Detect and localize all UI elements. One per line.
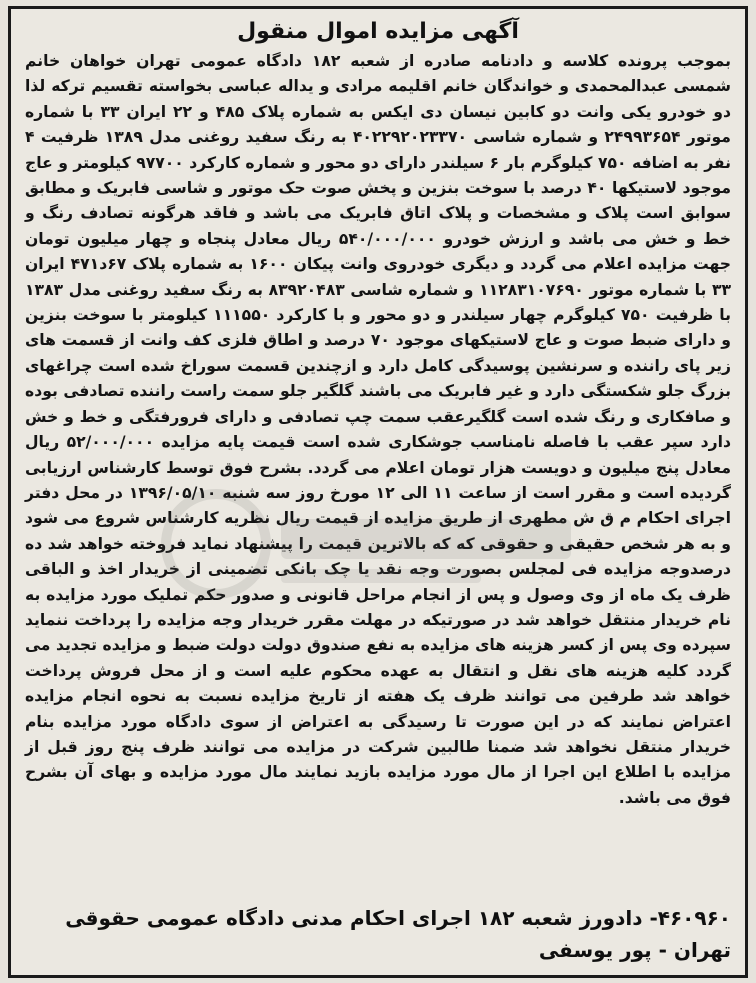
notice-border-frame — [8, 6, 748, 978]
notice-signature — [25, 902, 731, 966]
signature-line-name: تهران - پور یوسفی — [538, 938, 731, 962]
notice-body: بموجب پرونده کلاسه و دادنامه صادره از شعبه ۱۸۲ دادگاه عمومی تهران خواهان خانم شمسی عبدالمحمدی و خواندگان خانم اقلیمه مرادی و یداله عباسی بخواسته تقسیم ترکه لذا دو خودرو یکی وانت دو کابین نیسان دی ایکس به شماره پلاک ۴۸۵ و ۲۲ ایران ۳۳ با شماره موتور ۲۴۹۹۳۶۵۴ و شماره شاسی ۴۰۲۲۹۲۰۲۳۳۷۰ به رنگ سفید روغنی مدل ۱۳۸۹ ظرفیت ۴ نفر به اضافه ۷۵۰ کیلوگرم بار ۶ سیلندر دارای دو محور و شماره کارکرد ۹۷۷۰۰ کیلومتر و عاج موجود لاستیکها ۴۰ درصد با سوخت بنزین و پخش صوت حک موتور و شاسی فابریک و مطابق سوابق است پلاک و مشخصات و پلاک اتاق فابریک می باشد و فاقد هرگونه تصادف رنگ و خط و خش می باشد و ارزش خودرو ۵۴۰/۰۰۰/۰۰۰ ریال معادل پنجاه و چهار میلیون تومان جهت مزایده اعلام می گردد و دیگری خودروی وانت پیکان ۱۶۰۰ به شماره پلاک ۶۷د۴۷۱ ایران ۳۳ با شماره موتور ۱۱۲۸۳۱۰۷۶۹۰ و شماره شاسی ۸۳۹۲۰۴۸۳ به رنگ سفید روغنی مدل ۱۳۸۳ با ظرفیت ۷۵۰ کیلوگرم چهار سیلندر و دو محور و با کارکرد ۱۱۱۵۵۰ کیلومتر با سوخت بنزین و دارای ضبط صوت و عاج لاستیکهای موجود ۷۰ درصد و اطاق فلزی کف وانت از قسمت های زیر پای راننده و سرنشین پوسیدگی کامل دارد و ازچندین قسمت سوراخ شده است چراغهای بزرگ جلو شکستگی دارد و غیر فابریک می باشند گلگیر جلو سمت راست راننده تصادفی بوده و صافکاری و رنگ شده است گلگیرعقب سمت چپ تصادفی و دارای فرورفتگی و خط و خش دارد سپر عقب با فاصله نامناسب جوشکاری شده است قیمت پایه مزایده ۵۲/۰۰۰/۰۰۰ ریال معادل پنج میلیون و دویست هزار تومان اعلام می گردد. بشرح فوق توسط کارشناس ارزیابی گردیده است و مقرر است از ساعت ۱۱ الی ۱۲ مورخ روز سه شنبه ۱۳۹۶/۰۵/۱۰ در محل دفتر اجرای احکام م ق ش مطهری از طریق مزایده از قیمت ریال نظریه کارشناس شروع می شود و به هر شخص حقیقی و حقوقی که که بالاترین قیمت را پیشنهاد نماید فروخته خواهد شد ده درصدوجه مزایده فی لمجلس بصورت وجه نقد یا چک بانکی تضمینی از خریدار اخذ و الباقی ظرف یک ماه از وی وصول و پس از انجام مراحل قانونی و صدور حکم تملیک مورد مزایده به نام خریدار منتقل خواهد شد در صورتیکه در مهلت مقرر خریدار وجه مزایده را پرداخت ننماید سپرده وی پس از کسر هزینه های مزایده به نفع صندوق دولت دولت ضبط و مزایده تجدید می گردد کلیه هزینه های نقل و انتقال به عهده محکوم علیه است و از محل فروش پرداخت خواهد شد طرفین می توانند ظرف یک هفته از تاریخ مزایده نسبت به نحوه انجام مزایده اعتراض نمایند که در این صورت تا رسیدگی به اعتراض از سوی دادگاه مورد مزایده بنام خریدار منتقل نخواهد شد ضمنا طالبین شرکت در مزایده می توانند ظرف پنج روز قبل از مزایده با اطلاع این اجرا از مال مورد مزایده بازید نمایند مال مورد مزایده و بهای آن بشرح فوق می باشد. — [25, 52, 732, 807]
notice-title: آگهی مزایده اموال منقول — [237, 19, 519, 44]
signature-line-office: ۴۶۰۹۶۰- دادورز شعبه ۱۸۲ اجرای احکام مدنی دادگاه عمومی حقوقی — [65, 906, 731, 930]
